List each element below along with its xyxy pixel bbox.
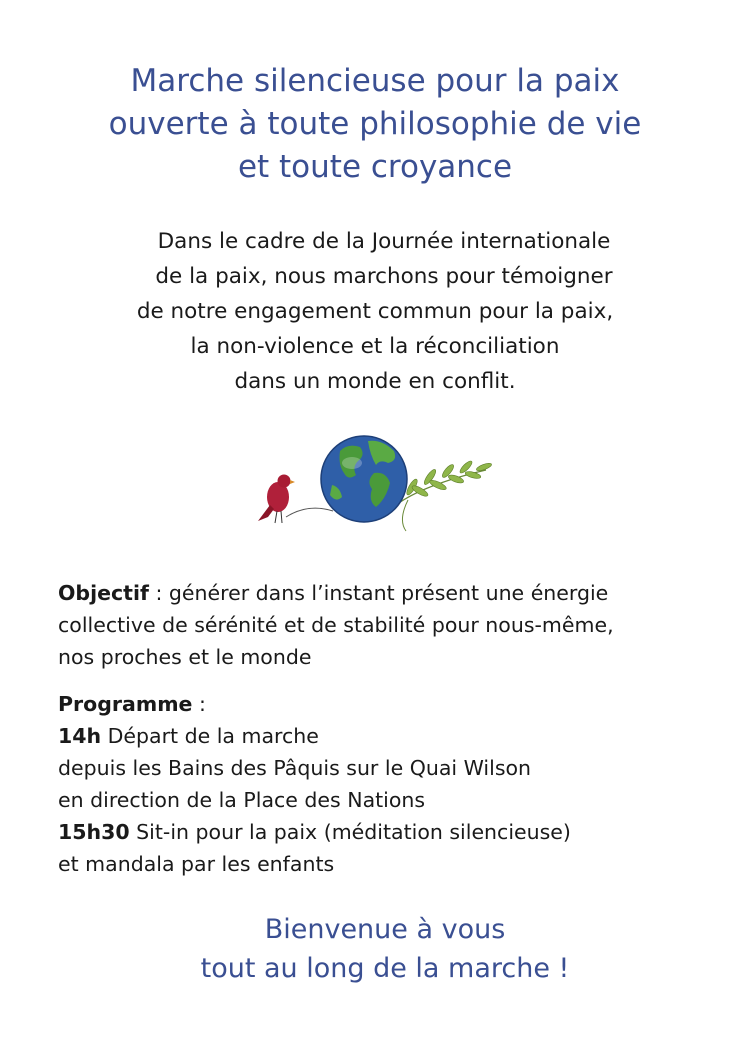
closing-line-2: tout au long de la marche !	[200, 953, 570, 984]
objectif-line-2: collective de sérénité et de stabilité pour nous-même,	[58, 613, 614, 637]
closing-message	[0, 910, 750, 988]
programme-item-2-time: 15h30	[58, 820, 130, 844]
intro-line-5: dans un monde en conflit.	[234, 369, 516, 394]
branch-stem	[286, 508, 333, 517]
title-line-3: et toute croyance	[237, 149, 513, 185]
objectif-line-1	[58, 577, 738, 609]
programme-item-1-text: Départ de la marche	[101, 724, 319, 748]
programme-item-1-line-2: depuis les Bains des Pâquis sur le Quai Wilson	[58, 756, 532, 780]
programme-item-1-time: 14h	[58, 724, 102, 748]
programme-label: Programme	[58, 692, 193, 716]
intro-line-4: la non-violence et la réconciliation	[190, 334, 560, 359]
objectif-text-1: : générer dans l’instant présent une énergie	[148, 581, 609, 605]
bird-icon	[258, 475, 295, 524]
olive-branch-icon	[405, 459, 493, 498]
programme-section	[58, 688, 738, 880]
title-line-2: ouverte à toute philosophie de vie	[108, 106, 642, 142]
intro-line-1: Dans le cadre de la Journée internationale	[157, 229, 611, 254]
programme-item-1-line-1	[58, 720, 738, 752]
closing-line-1: Bienvenue à vous	[264, 914, 506, 945]
peace-illustration	[248, 425, 498, 537]
intro-line-2: de la paix, nous marchons pour témoigner	[155, 264, 613, 289]
programme-item-2-text: Sit-in pour la paix (méditation silencieuse)	[129, 820, 571, 844]
intro-line-3: de notre engagement commun pour la paix,	[136, 299, 614, 324]
programme-item-2-line-1	[58, 816, 738, 848]
programme-label-suffix: :	[192, 692, 206, 716]
programme-item-1-line-3: en direction de la Place des Nations	[58, 788, 426, 812]
title-line-1: Marche silencieuse pour la paix	[130, 63, 620, 99]
branch-stem-curl	[402, 500, 408, 531]
objectif-label: Objectif	[58, 581, 149, 605]
page-title	[0, 60, 750, 189]
programme-item-2-line-2: et mandala par les enfants	[58, 852, 335, 876]
objectif-section	[58, 577, 738, 673]
intro-paragraph	[0, 224, 750, 399]
objectif-line-3: nos proches et le monde	[58, 645, 312, 669]
globe-icon	[321, 436, 407, 522]
programme-heading	[58, 688, 738, 720]
